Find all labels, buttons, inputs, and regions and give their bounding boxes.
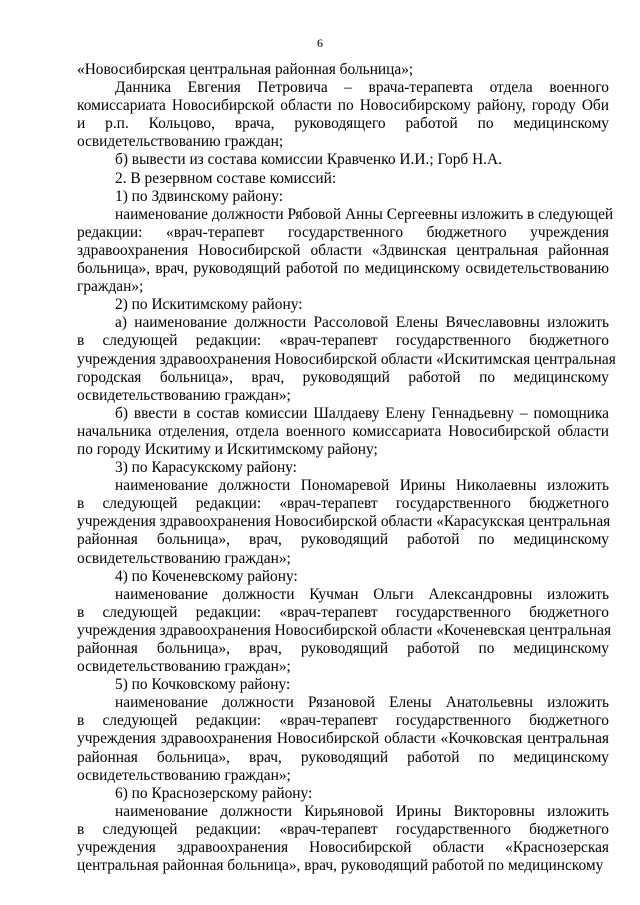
text-line: по городу Искитиму и Искитимскому району; — [77, 440, 378, 458]
text-line: б) вывести из состава комиссии Кравченко И.И.; Горб Н.А. — [115, 151, 502, 169]
text-line: освидетельствованию граждан; — [77, 133, 284, 151]
text-line: районная больница», врач, руководящий работой по медицинскому — [77, 748, 609, 766]
paragraph — [77, 694, 609, 784]
paragraph — [77, 188, 609, 206]
text-line: Данника Евгения Петровича – врача-терапевта отдела военного — [115, 79, 609, 97]
text-line: редакции: «врач-терапевт государственного бюджетного учреждения — [77, 223, 609, 241]
text-line: б) ввести в состав комиссии Шалдаеву Елену Геннадьевну – помощника — [115, 404, 609, 422]
text-line: в следующей редакции: «врач-терапевт государственного бюджетного — [77, 712, 609, 730]
text-line: учреждения здравоохранения Новосибирской области «Искитимская центральная — [77, 350, 616, 368]
text-line: 2. В резервном составе комиссий: — [115, 169, 337, 187]
text-line: 1) по Здвинскому району: — [115, 187, 284, 205]
paragraph — [77, 477, 609, 567]
paragraph — [77, 785, 609, 803]
paragraph — [77, 405, 609, 459]
text-line: больница», врач, руководящий работой по медицинскому освидетельствованию — [77, 260, 609, 278]
text-line: комиссариата Новосибирской области по Новосибирскому району, городу Оби — [77, 97, 609, 115]
text-line: граждан»; — [77, 278, 144, 296]
page-number: 6 — [317, 36, 323, 50]
text-line: городская больница», врач, руководящий работой по медицинскому — [77, 368, 609, 386]
paragraph — [77, 676, 609, 694]
text-line: учреждения здравоохранения Новосибирской области «Коченевская центральная — [77, 621, 612, 639]
text-line: наименование должности Кирьяновой Ирины Викторовны изложить — [115, 802, 609, 820]
text-line: начальника отделения, отдела военного комиссариата Новосибирской области — [77, 422, 609, 440]
paragraph — [77, 79, 609, 151]
paragraph — [77, 61, 609, 79]
text-line: 5) по Кочковскому району: — [115, 676, 291, 694]
text-line: освидетельствованию граждан»; — [77, 549, 291, 567]
text-line: в следующей редакции: «врач-терапевт государственного бюджетного — [77, 820, 609, 838]
text-line: наименование должности Рязановой Елены Анатольевны изложить — [115, 694, 609, 712]
paragraph — [77, 459, 609, 477]
document-body — [77, 61, 616, 875]
text-line: районная больница», врач, руководящий работой по медицинскому — [77, 640, 609, 657]
text-line: в следующей редакции: «врач-терапевт государственного бюджетного — [77, 495, 609, 513]
text-line: 6) по Краснозерскому району: — [115, 784, 313, 802]
text-line: в следующей редакции: «врач-терапевт государственного бюджетного — [77, 332, 609, 350]
paragraph — [77, 170, 609, 188]
text-line: здравоохранения Новосибирской области «Здвинская центральная районная — [77, 241, 609, 259]
text-line: а) наименование должности Рассоловой Елены Вячеславовны изложить — [115, 314, 609, 332]
text-line: учреждения здравоохранения Новосибирской области «Карасукская центральная — [77, 513, 611, 531]
text-line: наименование должности Кучман Ольги Александровны изложить — [115, 585, 609, 603]
text-line: в следующей редакции: «врач-терапевт государственного бюджетного — [77, 603, 609, 621]
text-line: «Новосибирская центральная районная больница»; — [77, 61, 414, 78]
text-line: 2) по Искитимскому району: — [115, 296, 303, 314]
text-line: районная больница», врач, руководящий работой по медицинскому — [77, 531, 609, 549]
text-line: наименование должности Рябовой Анны Сергеевны изложить в следующей — [115, 205, 614, 223]
text-line: и р.п. Кольцово, врача, руководящего работой по медицинскому — [77, 115, 609, 133]
paragraph — [77, 314, 616, 404]
text-line: центральная районная больница», врач, руководящий работой по медицинскому — [77, 857, 604, 875]
text-line: 3) по Карасукскому району: — [115, 459, 297, 477]
text-line: учреждения здравоохранения Новосибирской области «Кочковская центральная — [77, 730, 609, 748]
text-line: освидетельствованию граждан»; — [77, 658, 291, 676]
paragraph — [77, 205, 614, 296]
paragraph — [77, 585, 612, 676]
paragraph — [77, 296, 609, 314]
text-line: 4) по Коченевскому району: — [115, 567, 298, 585]
text-line: наименование должности Пономаревой Ирины Николаевны изложить — [115, 477, 609, 495]
text-line: учреждения здравоохранения Новосибирской области «Краснозерская — [77, 839, 609, 857]
text-line: освидетельствованию граждан»; — [77, 766, 291, 784]
paragraph — [77, 803, 609, 875]
paragraph — [77, 568, 609, 586]
paragraph — [77, 151, 609, 169]
text-line: освидетельствованию граждан»; — [77, 386, 291, 404]
